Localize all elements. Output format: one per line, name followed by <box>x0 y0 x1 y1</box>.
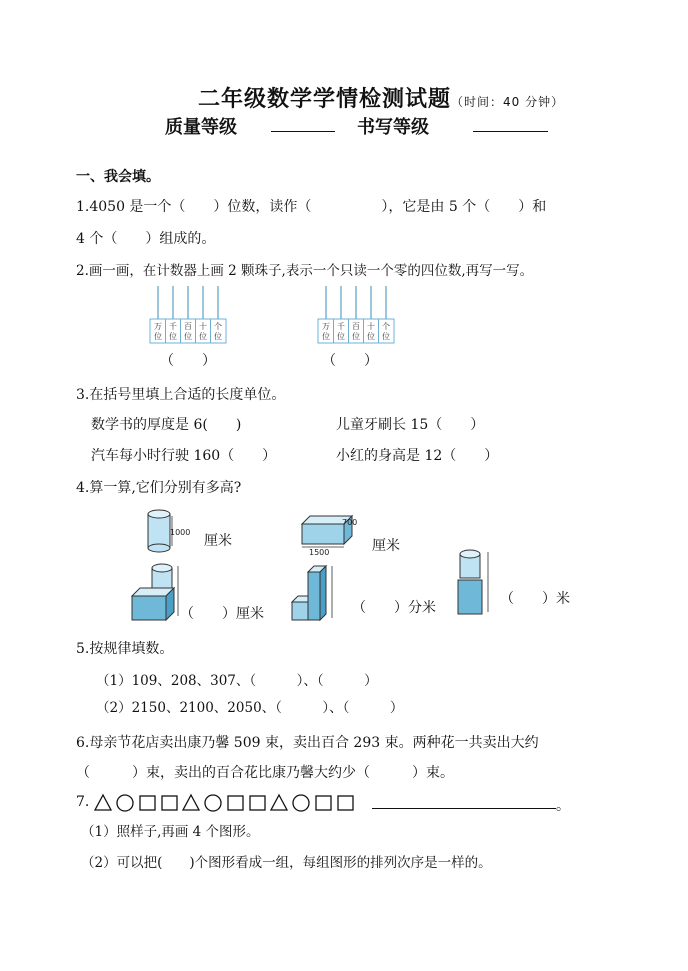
fig2-height-label: 700 <box>342 518 358 527</box>
section-heading: 一、我会填。 <box>76 169 160 185</box>
q7-item2: （2）可以把( )个图形看成一组，每组图形的排列次序是一样的。 <box>81 855 492 871</box>
shape-sequence <box>93 793 365 813</box>
writing-blank[interactable] <box>473 131 548 132</box>
q3-item1: 数学书的厚度是 6( ) <box>91 417 242 433</box>
svg-text:万: 万 <box>322 322 330 331</box>
triangle-shape <box>271 795 287 810</box>
place-label: 个 <box>214 322 222 331</box>
place-label: 万 <box>154 322 162 331</box>
q6-line1: 6.母亲节花店卖出康乃馨 509 束，卖出百合 293 束。两种花一共卖出大约 <box>76 735 539 751</box>
square-shape <box>250 796 265 810</box>
svg-text:位: 位 <box>199 332 207 341</box>
triangle-shape <box>183 795 199 810</box>
square-shape <box>228 796 243 810</box>
q7-end: 。 <box>556 798 570 814</box>
quality-blank[interactable] <box>271 131 335 132</box>
q2-text: 2.画一画，在计数器上画 2 颗珠子,表示一个只读一个零的四位数,再写一写。 <box>76 263 534 279</box>
svg-text:位: 位 <box>367 332 375 341</box>
cylinder-figure <box>144 508 194 556</box>
writing-label: 书写等级 <box>357 117 429 138</box>
svg-text:位: 位 <box>184 332 192 341</box>
place-label: 百 <box>184 322 192 331</box>
page-title <box>198 82 564 113</box>
place-label: 十 <box>199 322 207 331</box>
circle-shape <box>205 795 221 811</box>
svg-text:位: 位 <box>337 332 345 341</box>
svg-text:百: 百 <box>352 322 360 331</box>
svg-text:个: 个 <box>382 322 390 331</box>
q5-item1: （1）109、208、307、（ ）、（ ） <box>96 673 378 689</box>
q7-answer-line[interactable] <box>372 808 556 809</box>
cuboid-figure <box>298 512 360 556</box>
stacked-figure <box>454 546 496 618</box>
fig3-answer[interactable]: （ ）厘米 <box>180 606 264 622</box>
q4-text: 4.算一算,它们分别有多高? <box>76 480 242 496</box>
circle-shape <box>293 795 309 811</box>
q3-item2: 儿童牙刷长 15（ ） <box>336 417 485 433</box>
svg-text:位: 位 <box>322 332 330 341</box>
svg-text:千: 千 <box>337 322 345 331</box>
l-block-figure <box>288 562 348 624</box>
circle-shape <box>117 795 133 811</box>
q1-line1: 1.4050 是一个（ ）位数，读作（ ），它是由 5 个（ ）和 <box>76 199 547 215</box>
svg-text:位: 位 <box>169 332 177 341</box>
q3-item4: 小红的身高是 12（ ） <box>336 448 499 464</box>
q3-item3: 汽车每小时行驶 160（ ） <box>91 448 277 464</box>
triangle-shape <box>95 795 111 810</box>
square-shape <box>316 796 331 810</box>
square-shape <box>140 796 155 810</box>
quality-label: 质量等级 <box>165 117 237 138</box>
svg-text:十: 十 <box>367 322 375 331</box>
q5-item2: （2）2150、2100、2050、（ ）、（ ） <box>96 700 404 716</box>
abacus-1-answer[interactable]: （ ） <box>160 353 216 369</box>
q7-item1: （1）照样子,再画 4 个图形。 <box>81 824 260 840</box>
fig5-answer[interactable]: （ ）米 <box>500 591 570 607</box>
square-shape <box>338 796 353 810</box>
q7-prefix: 7. <box>76 794 90 810</box>
svg-text:位: 位 <box>214 332 222 341</box>
fig1-dim-label: 1000 <box>170 528 191 537</box>
abacus-1[interactable] <box>140 284 240 346</box>
abacus-2[interactable] <box>308 284 408 346</box>
fig1-unit: 厘米 <box>204 533 232 549</box>
q6-line2: （ ）束，卖出的百合花比康乃馨大约少（ ）束。 <box>76 765 454 781</box>
cylinder-on-cube-figure <box>128 560 184 624</box>
q5-text: 5.按规律填数。 <box>76 641 174 657</box>
fig2-width-label: 1500 <box>309 548 330 556</box>
title-text: 二年级数学学情检测试题 <box>198 87 452 112</box>
svg-text:位: 位 <box>382 332 390 341</box>
fig2-unit: 厘米 <box>372 538 400 554</box>
time-note: （时间：40 分钟） <box>451 95 565 109</box>
svg-text:位: 位 <box>352 332 360 341</box>
fig4-answer[interactable]: （ ）分米 <box>352 600 436 616</box>
square-shape <box>162 796 177 810</box>
svg-text:位: 位 <box>154 332 162 341</box>
q3-text: 3.在括号里填上合适的长度单位。 <box>76 387 286 403</box>
q1-line2: 4 个（ ）组成的。 <box>76 231 216 247</box>
abacus-2-answer[interactable]: （ ） <box>322 353 378 369</box>
place-label: 千 <box>169 322 177 331</box>
